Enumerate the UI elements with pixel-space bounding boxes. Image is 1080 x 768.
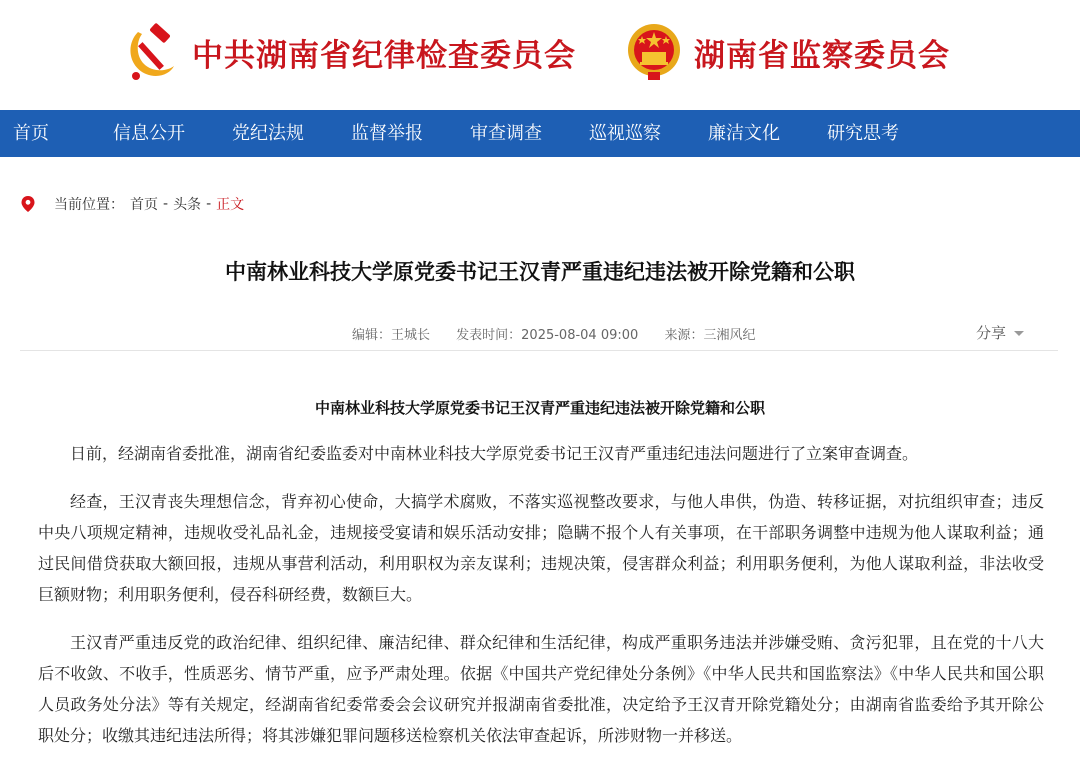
- brand-right-title: 湖南省监察委员会: [694, 37, 950, 74]
- nav-item-inspection[interactable]: 巡视巡察: [589, 123, 661, 144]
- nav-item-party-regulations[interactable]: 党纪法规: [232, 123, 304, 144]
- breadcrumb-separator: -: [206, 196, 212, 212]
- article-body: [38, 438, 1044, 768]
- brand-left[interactable]: [124, 22, 576, 82]
- national-emblem-icon: [626, 22, 682, 82]
- article-paragraph: 王汉青严重违反党的政治纪律、组织纪律、廉洁纪律、群众纪律和生活纪律，构成严重职务违法并涉嫌受贿、贪污犯罪，且在党的十八大后不收敛、不收手，性质恶劣、情节严重，应予严肃处理。依据《中国共产党纪律处分条例》《中华人民共和国监察法》《中华人民共和国公职人员政务处分法》等有关规定，经湖南省纪委常委会会议研究并报湖南省委批准，决定给予王汉青开除党籍处分；由湖南省监委给予其开除公职处分；收缴其违纪违法所得；将其涉嫌犯罪问题移送检察机关依法审查起诉，所涉财物一并移送。: [38, 633, 1044, 745]
- nav-item-report[interactable]: 监督举报: [351, 123, 423, 144]
- nav-item-info-disclosure[interactable]: 信息公开: [113, 123, 185, 144]
- page-title: 中南林业科技大学原党委书记王汉青严重违纪违法被开除党籍和公职: [225, 260, 855, 284]
- share-label: 分享: [976, 324, 1007, 342]
- breadcrumb: [20, 193, 244, 215]
- nav-item-investigation[interactable]: 审查调查: [470, 123, 542, 144]
- breadcrumb-current: 正文: [216, 197, 245, 213]
- article-paragraph: 经查，王汉青丧失理想信念，背弃初心使命，大搞学术腐败，不落实巡视整改要求，与他人串供，伪造、转移证据，对抗组织审查；违反中央八项规定精神，违规收受礼品礼金，违规接受宴请和娱乐活动安排；隐瞒不报个人有关事项，在干部职务调整中违规为他人谋取利益；通过民间借贷获取大额回报，违规从事营利活动，利用职权为亲友谋利；违规决策，侵害群众利益；利用职务便利，为他人谋取利益，非法收受巨额财物；利用职务便利，侵吞科研经费，数额巨大。: [38, 492, 1044, 604]
- breadcrumb-home-link[interactable]: 首页: [130, 197, 158, 213]
- breadcrumb-separator: -: [163, 196, 169, 212]
- nav-item-integrity-culture[interactable]: 廉洁文化: [708, 123, 780, 144]
- article-editor: 编辑：王城长: [352, 328, 431, 343]
- breadcrumb-label: 当前位置：: [54, 197, 124, 213]
- article-paragraph: 日前，经湖南省委批准，湖南省纪委监委对中南林业科技大学原党委书记王汉青严重违纪违法问题进行了立案审查调查。: [70, 444, 919, 463]
- brand-right[interactable]: [626, 22, 950, 82]
- nav-item-research[interactable]: 研究思考: [827, 123, 899, 144]
- divider: [20, 350, 1058, 351]
- article-heading: 中南林业科技大学原党委书记王汉青严重违纪违法被开除党籍和公职: [314, 399, 765, 417]
- chevron-down-icon: [1014, 331, 1024, 336]
- article-source: 来源：三湘风纪: [664, 328, 756, 343]
- party-emblem-icon: [124, 22, 180, 82]
- article-publish-time: 发表时间：2025-08-04 09:00: [456, 328, 639, 343]
- article-meta: [352, 324, 777, 343]
- brand-left-title: 中共湖南省纪律检查委员会: [192, 37, 576, 74]
- share-button[interactable]: [976, 322, 1024, 343]
- site-header: [0, 0, 1080, 110]
- main-nav: [0, 110, 1080, 157]
- breadcrumb-headline-link[interactable]: 头条: [173, 197, 202, 213]
- location-pin-icon: [20, 195, 36, 213]
- nav-item-home[interactable]: 首页: [13, 123, 49, 144]
